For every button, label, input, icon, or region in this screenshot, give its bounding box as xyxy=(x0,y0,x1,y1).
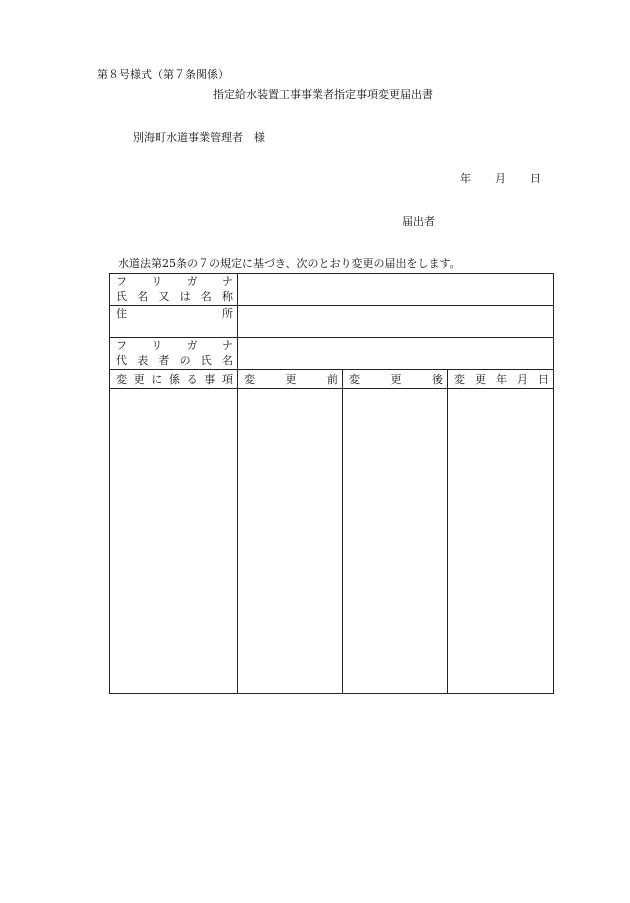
address-label: 住 所 xyxy=(116,307,233,320)
rep-name-label: 代 表 者 の 氏 名 xyxy=(116,354,233,367)
document-title: 指定給水装置工事事業者指定事項変更届出書 xyxy=(213,88,433,101)
address-field[interactable] xyxy=(238,306,554,338)
column-header-row xyxy=(110,370,554,389)
change-notification-table xyxy=(109,273,554,694)
applicant-name-label-cell xyxy=(110,274,238,306)
representative-label-cell xyxy=(110,338,238,370)
furigana-label: フ リ ガ ナ xyxy=(116,275,233,288)
column-header-item: 変 更 に 係 る 事 項 xyxy=(110,370,238,389)
column-header-date: 変 更 年 月 日 xyxy=(448,370,554,389)
date-line xyxy=(460,173,541,184)
applicant-name-field[interactable] xyxy=(238,274,554,306)
change-details-row xyxy=(110,389,554,694)
name-label: 氏 名 又 は 名 称 xyxy=(116,290,233,303)
address-label-cell xyxy=(110,306,238,338)
date-year-label: 年 xyxy=(460,172,471,185)
notifier-label: 届出者 xyxy=(402,215,435,228)
intro-text: 水道法第25条の７の規定に基づき、次のとおり変更の届出をします。 xyxy=(118,257,461,270)
change-date-field[interactable] xyxy=(448,389,554,694)
column-header-after: 変 更 後 xyxy=(343,370,448,389)
date-month-label: 月 xyxy=(495,172,506,185)
representative-name-field[interactable] xyxy=(238,338,554,370)
date-day-label: 日 xyxy=(530,172,541,185)
form-number: 第８号様式（第７条関係） xyxy=(97,68,229,81)
rep-furigana-label: フ リ ガ ナ xyxy=(116,339,233,352)
applicant-name-row xyxy=(110,274,554,306)
representative-row xyxy=(110,338,554,370)
column-header-before: 変 更 前 xyxy=(238,370,343,389)
change-after-field[interactable] xyxy=(343,389,448,694)
change-item-field[interactable] xyxy=(110,389,238,694)
address-row xyxy=(110,306,554,338)
change-before-field[interactable] xyxy=(238,389,343,694)
addressee: 別海町水道事業管理者 様 xyxy=(133,131,265,144)
